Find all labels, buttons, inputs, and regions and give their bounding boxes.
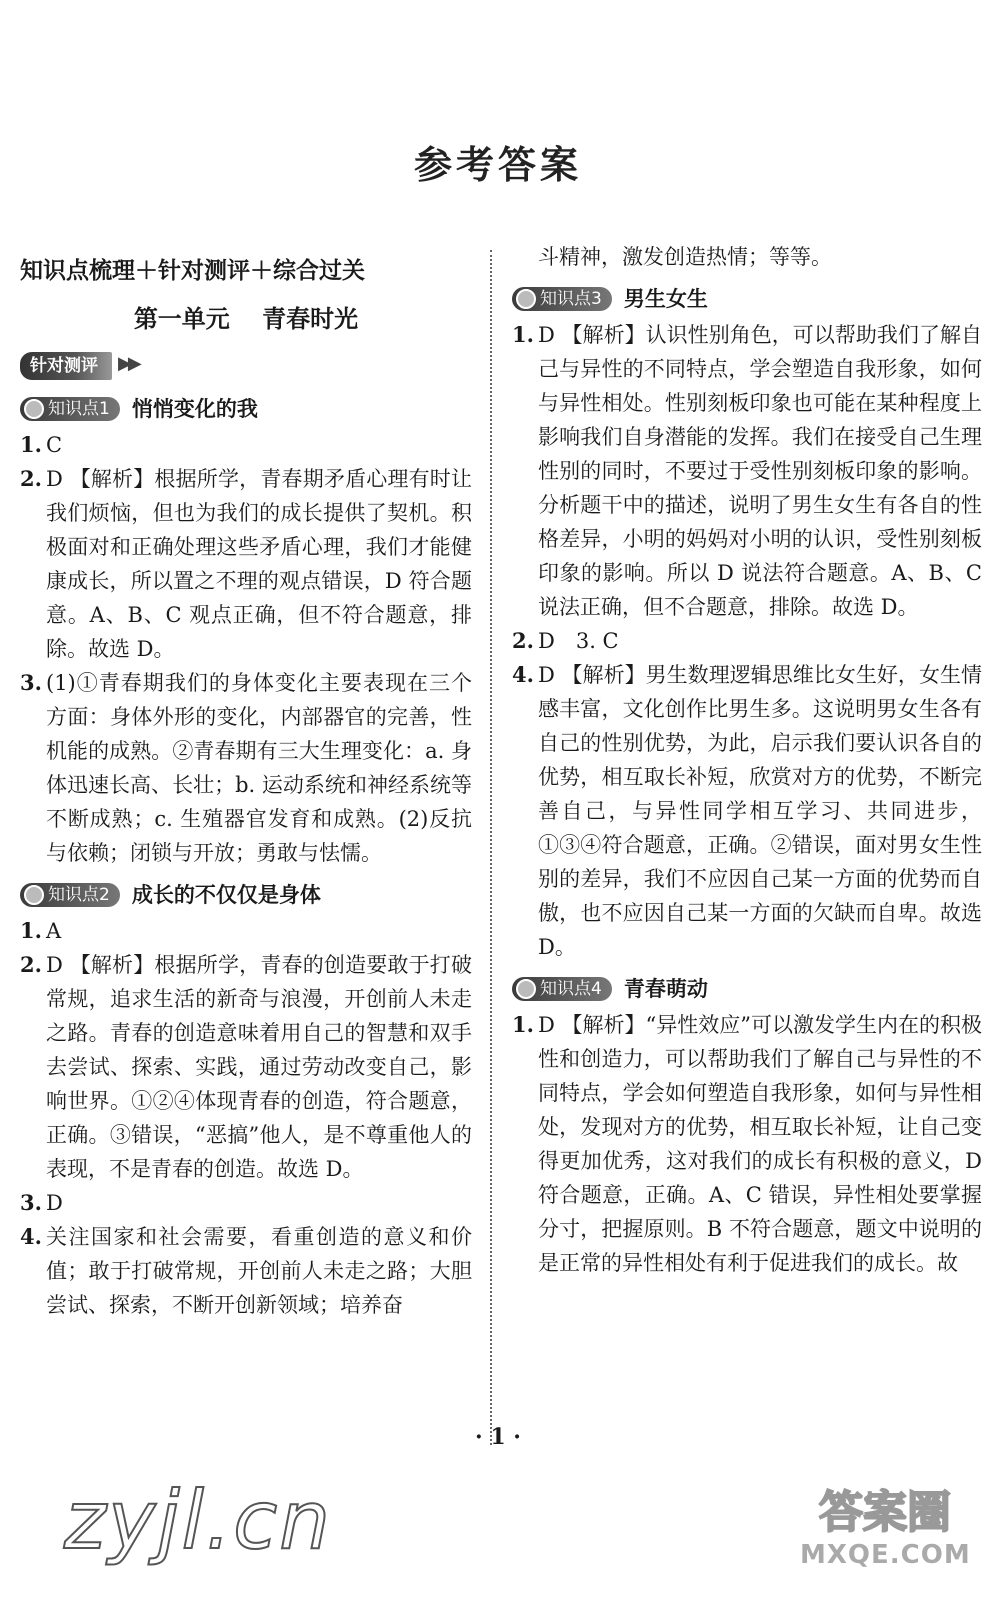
unit-title — [20, 302, 472, 336]
section-heading: 知识点梳理＋针对测评＋综合过关 — [20, 258, 365, 284]
bullet-icon — [24, 885, 44, 905]
column-divider — [490, 250, 492, 1445]
assessment-ribbon — [20, 344, 472, 384]
page-number: · 1 · — [475, 1424, 521, 1450]
watermark-logo: zyjl.cn — [64, 1474, 332, 1567]
answer-item: 3. (1)①青春期我们的身体变化主要表现在三个方面：身体外形的变化，内部器官的完善，性机能的成熟。②青春期有三大生理变化：a. 身体迅速长高、长壮；b. 运动系统和神经系统等不断成熟；c. 生殖器官发育和成熟。(2)反抗与依赖；闭锁与开放；勇敢与怯懦。 — [20, 670, 472, 865]
page-title: 参考答案 — [413, 143, 582, 187]
triple-arrow-icon: ▶▶ — [118, 353, 138, 374]
answer-item: 4. D 【解析】男生数理逻辑思维比女生好，女生情感丰富，文化创作比男生多。这说明男女生各有自己的性别优势，为此，启示我们要认识各自的优势，相互取长补短，欣赏对方的优势，不断完善自己，与异性同学相互学习、共同进步，①③④符合题意，正确。②错误，面对男女生性别的差异，我们不应因自己某一方面的优势而自傲，也不应因自己某一方面的欠缺而自卑。故选 D。 — [512, 662, 982, 959]
answer-item: 2. D 【解析】根据所学，青春的创造要敢于打破常规，追求生活的新奇与浪漫，开创前人未走之路。青春的创造意味着用自己的智慧和双手去尝试、探索、实践，通过劳动改变自己，影响世界。①②④体现青春的创造，符合题意，正确。③错误，“恶搞”他人，是不尊重他人的表现，不是青春的创造。故选 D。 — [20, 952, 472, 1181]
knowledge-point-3 — [512, 282, 982, 316]
kp-title: 成长的不仅仅是身体 — [131, 883, 321, 907]
answer-item: 1. D 【解析】认识性别角色，可以帮助我们了解自己与异性的不同特点，学会塑造自我形象，如何与异性相处。性别刻板印象也可能在某种程度上影响我们自身潜能的发挥。我们在接受自己生理性别的同时，不要过于受性别刻板印象的影响。分析题干中的描述，说明了男生女生有各自的性格差异，小明的妈妈对小明的认识，受性别刻板印象的影响。所以 D 说法符合题意。A、B、C 说法正确，但不合题意，排除。故选 D。 — [512, 322, 982, 619]
bullet-icon — [24, 399, 44, 419]
bullet-icon — [516, 289, 536, 309]
answer-item: 2. D 3. C — [512, 628, 619, 653]
answer-item: 2. D 【解析】根据所学，青春期矛盾心理有时让我们烦恼，但也为我们的成长提供了契机。积极面对和正确处理这些矛盾心理，我们才能健康成长，所以置之不理的观点错误，D 符合题意。A、B、C 观点正确，但不符合题意，排除。故选 D。 — [20, 466, 472, 661]
answer-item: 4. 关注国家和社会需要，看重创造的意义和价值；敢于打破常规，开创前人未走之路；大胆尝试、探索，不断开创新领域；培养奋 — [20, 1224, 472, 1317]
kp-title: 悄悄变化的我 — [131, 397, 258, 421]
bullet-icon — [516, 979, 536, 999]
unit-label: 第一单元 — [133, 304, 230, 333]
answer-item: 1. A — [20, 918, 62, 943]
knowledge-point-1 — [20, 392, 472, 426]
left-column — [20, 240, 472, 1322]
kp-badge: 知识点2 — [20, 883, 120, 907]
answer-item: 1. D 【解析】“异性效应”可以激发学生内在的积极性和创造力，可以帮助我们了解自己与异性的不同特点，学会如何塑造自我形象，如何与异性相处，发现对方的优势，相互取长补短，让自己变得更加优秀，这对我们的成长有积极的意义，D 符合题意，正确。A、C 错误，异性相处要掌握分寸，把握原则。B 不符合题意，题文中说明的是正常的异性相处有利于促进我们的成长。故 — [512, 1012, 982, 1275]
watermark-stamp — [800, 1476, 970, 1586]
watermark-stamp-main: 答案圈 — [819, 1487, 951, 1538]
kp-badge: 知识点1 — [20, 397, 120, 421]
right-column — [512, 240, 982, 1280]
knowledge-point-4 — [512, 972, 982, 1006]
unit-name: 青春时光 — [262, 304, 359, 333]
kp-badge: 知识点3 — [512, 287, 612, 311]
knowledge-point-2 — [20, 878, 472, 912]
kp-badge: 知识点4 — [512, 977, 612, 1001]
kp-title: 男生女生 — [623, 287, 708, 311]
answer-item: 1. C — [20, 432, 63, 457]
answer-item: 3. D — [20, 1190, 63, 1215]
kp-title: 青春萌动 — [623, 977, 708, 1001]
watermark-stamp-domain: MXQE.COM — [800, 1540, 971, 1570]
continued-text: 斗精神，激发创造热情；等等。 — [538, 245, 832, 269]
ribbon-label: 针对测评 — [20, 352, 112, 380]
